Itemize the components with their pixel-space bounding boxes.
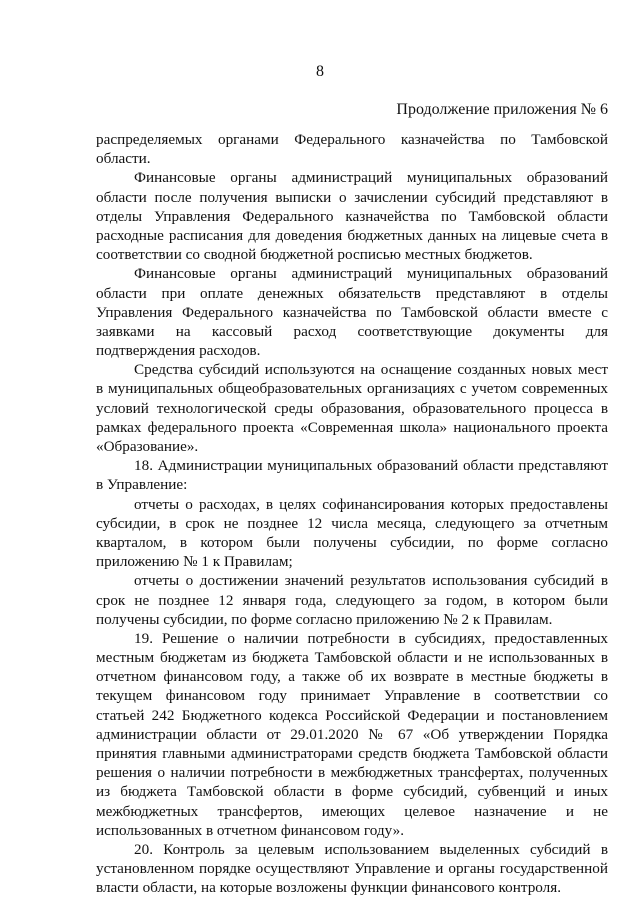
text-line: заявками на кассовый расход соответствующие документы для	[96, 322, 608, 340]
text-line: Управления Федерального казначейства по Тамбовской области вместе с	[96, 303, 608, 321]
text-line: статьей 242 Бюджетного кодекса Российской Федерации и постановлением	[96, 706, 608, 724]
page-number: 8	[316, 63, 324, 80]
text-line: отделы Управления Федерального казначейства по Тамбовской области	[96, 207, 608, 225]
text-line: из бюджета Тамбовской области в форме субсидий, субвенций и иных	[96, 783, 608, 801]
text-line: 20. Контроль за целевым использованием выделенных субсидий в	[134, 840, 608, 858]
text-line: местным бюджетам из бюджета Тамбовской области и не использованных в	[96, 649, 608, 667]
text-line: области после получения выписки о зачислении субсидий представляют в	[96, 188, 608, 206]
text-line: расходные расписания для доведения бюджетных данных на лицевые счета в	[96, 226, 608, 244]
text-line: использованных в отчетном финансовом году».	[96, 821, 404, 839]
text-line: 19. Решение о наличии потребности в субсидиях, предоставленных	[134, 629, 608, 647]
text-line: «Образование».	[96, 438, 199, 455]
text-line: рамках федерального проекта «Современная школа» национального проекта	[96, 418, 608, 436]
text-line: отчеты о достижении значений результатов использования субсидий в	[134, 572, 608, 590]
text-line: получены субсидии, по форме согласно приложению № 2 к Правилам.	[96, 610, 553, 628]
text-line: принятия главными администраторами средств бюджета Тамбовской области	[96, 745, 608, 762]
text-line: области при оплате денежных обязательств представляют в отделы	[96, 284, 608, 302]
text-line: в муниципальных общеобразовательных организациях с учетом современных	[96, 380, 608, 398]
text-line: субсидии, в срок не позднее 12 числа месяца, следующего за отчетным	[96, 514, 608, 532]
text-line: решения о наличии потребности в межбюджетных трансфертах, полученных	[96, 764, 608, 782]
text-line: области.	[96, 150, 151, 168]
text-line: распределяемых органами Федерального казначейства по Тамбовской	[96, 131, 608, 148]
appendix-continuation-header: Продолжение приложения № 6	[396, 101, 608, 118]
text-line: межбюджетных трансфертов, имеющих целевое назначение и не	[96, 802, 608, 820]
text-line: Средства субсидий используются на оснащение созданных новых мест	[134, 361, 608, 379]
text-line: 18. Администрации муниципальных образований области представляют	[134, 457, 608, 475]
text-line: соответствии со сводной бюджетной росписью местных бюджетов.	[96, 246, 533, 264]
text-line: текущем финансовом году принимает Управление в соответствии со	[96, 687, 608, 705]
text-line: отчеты о расходах, в целях софинансирования которых предоставлены	[134, 495, 608, 513]
text-line: условий технологической среды образования, образовательного процесса в	[96, 399, 608, 417]
text-line: установленном порядке осуществляют Управление и органы государственной	[96, 860, 608, 878]
text-line: кварталом, в котором были получены субсидии, по форме согласно	[96, 533, 608, 551]
text-line: срок не позднее 12 января года, следующего за годом, в котором были	[96, 591, 608, 609]
document-body	[96, 130, 608, 898]
text-line: приложению № 1 к Правилам;	[96, 553, 293, 571]
text-line: в Управление:	[96, 476, 188, 494]
text-line: отчетном финансовом году, а также об их возврате в местные бюджеты в	[96, 668, 608, 686]
text-line: администрации области от 29.01.2020 № 67 «Об утверждении Порядка	[96, 725, 608, 743]
text-line: власти области, на которые возложены функции финансового контроля.	[96, 879, 562, 897]
text-line: Финансовые органы администраций муниципальных образований	[134, 265, 608, 283]
text-line: Финансовые органы администраций муниципальных образований	[134, 169, 608, 187]
text-line: подтверждения расходов.	[96, 342, 261, 360]
